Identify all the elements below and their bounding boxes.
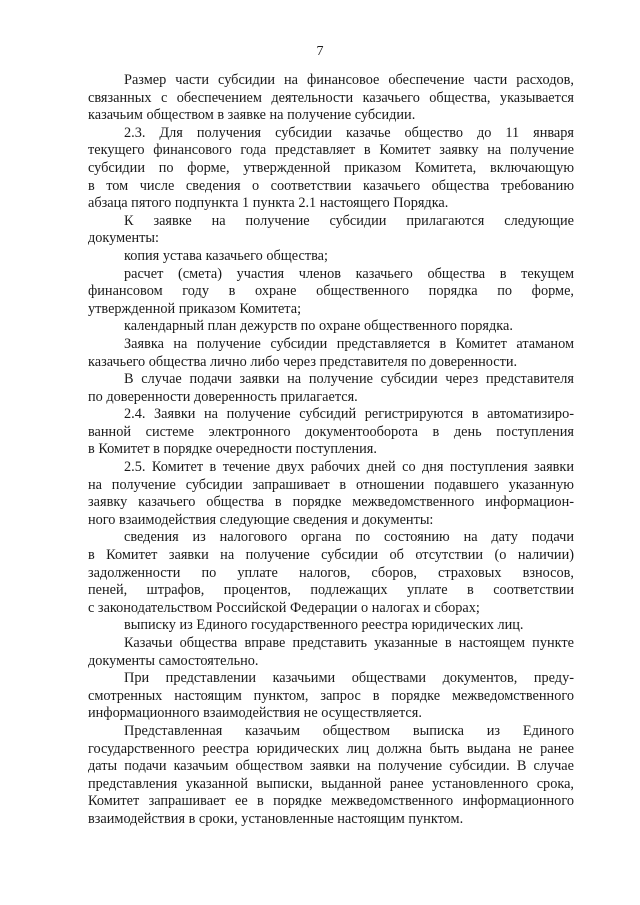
- paragraph: [88, 248, 574, 266]
- text-line: финансовом году в охране общественного порядка по форме,: [88, 283, 574, 300]
- text-line: казачьего общества лично либо через представителя по доверенности.: [88, 353, 518, 370]
- text-line: казачьим обществом в заявке на получение субсидии.: [88, 107, 416, 124]
- text-line: документы самостоятельно.: [88, 652, 259, 669]
- paragraph: [88, 723, 574, 829]
- text-line: абзаца пятого подпункта 1 пункта 2.1 настоящего Порядка.: [88, 195, 449, 212]
- text-line: по доверенности доверенность прилагается.: [88, 388, 358, 405]
- text-line: 2.5. Комитет в течение двух рабочих дней со дня поступления заявки: [124, 459, 574, 476]
- text-line: 2.4. Заявки на получение субсидий регистрируются в автоматизиро-: [124, 406, 574, 423]
- text-line: ванной системе электронного документооборота в день поступления: [88, 423, 574, 440]
- text-line: При представлении казачьими обществами документов, преду-: [124, 670, 574, 687]
- paragraph: [88, 125, 574, 213]
- text-line: заявку казачьего общества в порядке межведомственного информацион-: [88, 494, 574, 511]
- text-line: представления указанной выписки, выданной ранее установленного срока,: [88, 775, 574, 792]
- text-line: Комитет запрашивает ее в порядке межведомственного информационного: [88, 793, 574, 810]
- document-body: [88, 72, 574, 829]
- paragraph: [88, 459, 574, 529]
- paragraph: [88, 213, 574, 248]
- text-line: связанных с обеспечением деятельности казачьего общества, указывается: [88, 89, 574, 106]
- text-line: календарный план дежурств по охране общественного порядка.: [124, 318, 513, 335]
- text-line: субсидии по форме, утвержденной приказом Комитета, включающую: [88, 159, 574, 176]
- text-line: Размер части субсидии на финансовое обеспечение части расходов,: [124, 72, 574, 88]
- text-line: информационного взаимодействия не осуществляется.: [88, 705, 422, 722]
- text-line: выписку из Единого государственного реестра юридических лиц.: [124, 617, 524, 634]
- text-line: в Комитет в порядке очередности поступления.: [88, 441, 377, 458]
- paragraph: [88, 266, 574, 319]
- text-line: в Комитет заявки на получение субсидии об отсутствии (о наличии): [88, 547, 574, 564]
- text-line: государственного реестра юридических лиц должна быть выдана не ранее: [88, 740, 574, 757]
- text-line: Заявка на получение субсидии представляется в Комитет атаманом: [124, 335, 574, 352]
- paragraph: [88, 72, 574, 125]
- text-line: ного взаимодействия следующие сведения и документы:: [88, 511, 434, 528]
- text-line: Представленная казачьим обществом выписка из Единого: [124, 722, 574, 739]
- text-line: на получение субсидии запрашивает в отношении подавшего указанную: [88, 476, 574, 493]
- paragraph: [88, 635, 574, 670]
- text-line: К заявке на получение субсидии прилагаются следующие: [124, 212, 574, 229]
- paragraph: [88, 371, 574, 406]
- page-number: 7: [316, 44, 324, 59]
- paragraph: [88, 617, 574, 635]
- paragraph: [88, 406, 574, 459]
- paragraph: [88, 670, 574, 723]
- paragraph: [88, 318, 574, 336]
- paragraph: [88, 529, 574, 617]
- text-line: утвержденной приказом Комитета;: [88, 300, 302, 317]
- text-line: в том числе сведения о соответствии казачьего общества требованию: [88, 177, 574, 194]
- text-line: смотренных настоящим пунктом, запрос в порядке межведомственного: [88, 687, 574, 704]
- text-line: текущего финансового года представляет в Комитет заявку на получение: [88, 142, 574, 159]
- paragraph: [88, 336, 574, 371]
- text-line: В случае подачи заявки на получение субсидии через представителя: [124, 371, 574, 388]
- text-line: взаимодействия в сроки, установленные настоящим пунктом.: [88, 810, 464, 827]
- text-line: Казачьи общества вправе представить указанные в настоящем пункте: [124, 635, 574, 651]
- text-line: копия устава казачьего общества;: [124, 247, 328, 264]
- text-line: сведения из налогового органа по состоянию на дату подачи: [124, 529, 574, 546]
- text-line: задолженности по уплате налогов, сборов, страховых взносов,: [88, 564, 574, 581]
- text-line: 2.3. Для получения субсидии казачье общество до 11 января: [124, 124, 574, 141]
- text-line: даты подачи казачьим обществом заявки на получение субсидии. В случае: [88, 758, 574, 775]
- text-line: документы:: [88, 230, 159, 247]
- text-line: расчет (смета) участия членов казачьего общества в текущем: [124, 265, 574, 282]
- text-line: пеней, штрафов, процентов, подлежащих уплате в соответствии: [88, 582, 574, 599]
- text-line: с законодательством Российской Федерации о налогах и сборах;: [88, 599, 480, 616]
